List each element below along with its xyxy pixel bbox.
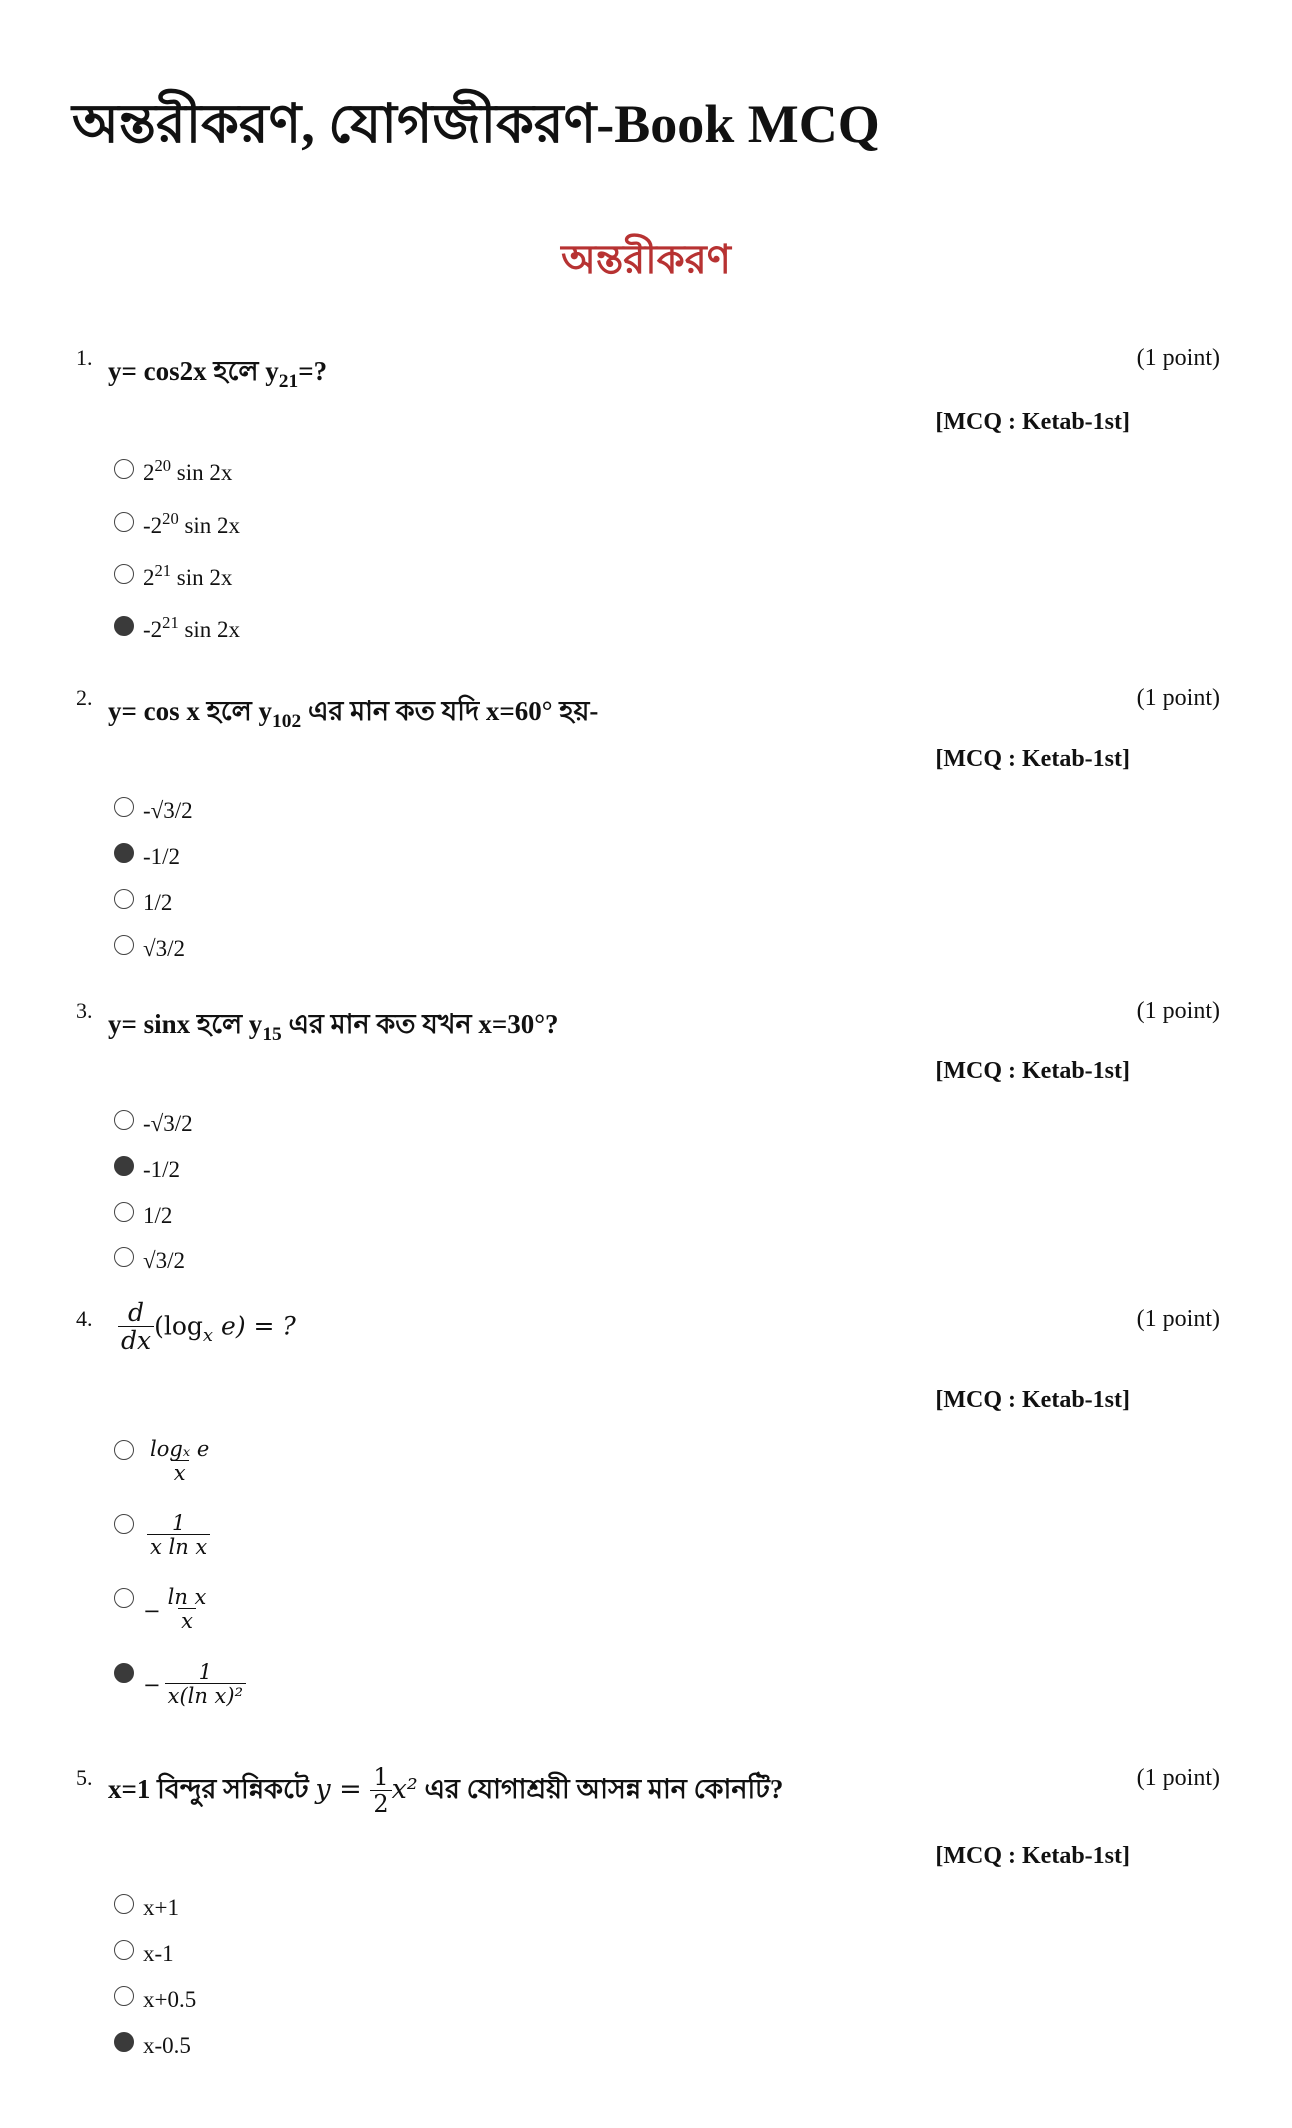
radio-button[interactable] xyxy=(114,1588,134,1608)
option-1[interactable] xyxy=(114,1892,179,1926)
option-label: √3/2 xyxy=(143,936,186,961)
option-label: − $\frac{1}{\text{x(ln x)²}}$ xyxy=(143,1661,246,1708)
radio-button-selected[interactable] xyxy=(114,2032,134,2052)
option-4[interactable] xyxy=(114,2030,191,2064)
mcq-tag: [MCQ : Ketab-1st] xyxy=(935,1843,1130,1869)
radio-button[interactable] xyxy=(114,1986,134,2006)
option-1[interactable] xyxy=(114,1108,193,1142)
radio-button[interactable] xyxy=(114,459,134,479)
option-label: $2^{20}$ sin 2x xyxy=(143,455,233,485)
radio-button-selected[interactable] xyxy=(114,1156,134,1176)
points-label: (1 point) xyxy=(1136,685,1220,711)
question-text: y= cos x হলে $y_{102}$ এর মান কত যদি x=60° হয়- xyxy=(108,696,599,732)
option-label: 1/2 xyxy=(143,890,173,915)
question-text: $\frac{d}{dx}$ ($\log_x$ e) = ? xyxy=(118,1300,296,1356)
option-label: -1/2 xyxy=(143,1157,181,1182)
radio-button[interactable] xyxy=(114,1110,134,1130)
question-number: 5. xyxy=(76,1765,93,1790)
option-label: $\frac{\text{logₓ e}}{x}$ xyxy=(150,1437,210,1486)
radio-button[interactable] xyxy=(114,797,134,817)
section-title: অন্তরীকরণ xyxy=(561,237,731,282)
mcq-tag: [MCQ : Ketab-1st] xyxy=(935,409,1130,435)
question-number: 4. xyxy=(76,1306,93,1331)
option-label: -√3/2 xyxy=(143,1111,193,1136)
option-label: √3/2 xyxy=(143,1248,186,1273)
option-2[interactable] xyxy=(114,1938,174,1972)
option-2[interactable] xyxy=(114,841,180,875)
option-4[interactable] xyxy=(114,1245,185,1279)
question-text: x=1 বিন্দুর সন্নিকটে y = $\frac{1}{2}$ x² এর যোগাশ্রয়ী আসন্ন মান কোনটি? xyxy=(108,1763,784,1819)
option-label: 1/2 xyxy=(143,1203,173,1228)
radio-button[interactable] xyxy=(114,1940,134,1960)
option-label: − $\frac{\text{ln x}}{x}$ xyxy=(143,1585,207,1634)
page-title: অন্তরীকরণ, যোগজীকরণ-Book MCQ xyxy=(72,94,880,154)
question-text: y= cos2x হলে $y_{21}=$? xyxy=(108,356,328,392)
points-label: (1 point) xyxy=(1136,1306,1220,1332)
radio-button[interactable] xyxy=(114,1440,134,1460)
option-4[interactable] xyxy=(114,614,240,648)
option-1[interactable] xyxy=(114,795,193,829)
option-label: $-2^{20}$ sin 2x xyxy=(143,508,241,538)
option-4[interactable] xyxy=(114,933,185,967)
radio-button[interactable] xyxy=(114,889,134,909)
radio-button-selected[interactable] xyxy=(114,616,134,636)
option-label: -1/2 xyxy=(143,844,181,869)
radio-button-selected[interactable] xyxy=(114,843,134,863)
option-3[interactable] xyxy=(114,562,232,596)
radio-button[interactable] xyxy=(114,1247,134,1267)
option-label: -√3/2 xyxy=(143,798,193,823)
question-number: 1. xyxy=(76,345,93,370)
option-label: $-2^{21}$ sin 2x xyxy=(143,612,241,642)
option-label: $2^{21}$ sin 2x xyxy=(143,560,233,590)
mcq-tag: [MCQ : Ketab-1st] xyxy=(935,746,1130,772)
radio-button[interactable] xyxy=(114,1894,134,1914)
radio-button[interactable] xyxy=(114,512,134,532)
radio-button[interactable] xyxy=(114,935,134,955)
question-text: y= sinx হলে $y_{15}$ এর মান কত যখন x=30°? xyxy=(108,1009,559,1045)
points-label: (1 point) xyxy=(1136,345,1220,371)
points-label: (1 point) xyxy=(1136,998,1220,1024)
question-number: 3. xyxy=(76,998,93,1023)
option-2[interactable] xyxy=(114,1511,210,1560)
option-label: x+1 xyxy=(143,1895,179,1920)
radio-button[interactable] xyxy=(114,1514,134,1534)
option-1[interactable] xyxy=(114,1437,212,1486)
radio-button-selected[interactable] xyxy=(114,1663,134,1683)
option-label: x-1 xyxy=(143,1941,174,1966)
option-1[interactable] xyxy=(114,457,232,491)
points-label: (1 point) xyxy=(1136,1765,1220,1791)
option-label: x+0.5 xyxy=(143,1987,197,2012)
option-3[interactable] xyxy=(114,1984,196,2018)
option-3[interactable] xyxy=(114,1585,209,1634)
option-2[interactable] xyxy=(114,510,240,544)
radio-button[interactable] xyxy=(114,1202,134,1222)
radio-button[interactable] xyxy=(114,564,134,584)
mcq-tag: [MCQ : Ketab-1st] xyxy=(935,1058,1130,1084)
option-label: x-0.5 xyxy=(143,2033,191,2058)
option-3[interactable] xyxy=(114,1200,172,1234)
question-number: 2. xyxy=(76,685,93,710)
option-4[interactable] xyxy=(114,1660,246,1709)
option-2[interactable] xyxy=(114,1154,180,1188)
option-3[interactable] xyxy=(114,887,172,921)
mcq-tag: [MCQ : Ketab-1st] xyxy=(935,1387,1130,1413)
option-label: $\frac{1}{\text{x ln x}}$ xyxy=(143,1512,210,1559)
